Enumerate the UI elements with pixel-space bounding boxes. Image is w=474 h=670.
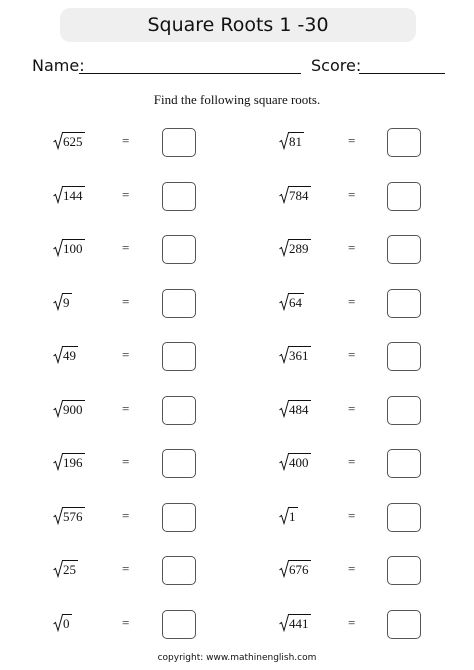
square-root-expression <box>53 293 72 311</box>
answer-box[interactable] <box>162 396 196 425</box>
answer-box[interactable] <box>162 128 196 157</box>
problem-row <box>279 503 429 531</box>
answer-box[interactable] <box>162 342 196 371</box>
equals-sign: = <box>122 293 130 309</box>
problem-row <box>279 182 429 210</box>
square-root-expression <box>279 293 304 311</box>
equals-sign: = <box>348 400 356 416</box>
problem-row <box>53 556 203 584</box>
name-score-row <box>32 56 446 78</box>
problem-row <box>279 610 429 638</box>
radicand: 196 <box>63 455 83 470</box>
problem-row <box>53 610 203 638</box>
answer-box[interactable] <box>387 449 421 478</box>
square-root-expression <box>279 614 311 632</box>
square-root-expression <box>53 400 85 418</box>
answer-box[interactable] <box>162 556 196 585</box>
radicand: 289 <box>289 241 309 256</box>
equals-sign: = <box>348 133 356 148</box>
square-root-expression <box>53 346 78 364</box>
problem-row <box>279 396 429 424</box>
equals-sign: = <box>348 347 356 362</box>
square-root-expression <box>53 132 85 150</box>
equals-sign: = <box>122 400 130 416</box>
answer-box[interactable] <box>387 610 421 639</box>
equals-sign: = <box>122 347 130 362</box>
equals-sign: = <box>122 614 130 630</box>
answer-box[interactable] <box>162 182 196 211</box>
answer-box[interactable] <box>387 556 421 585</box>
square-root-expression <box>53 186 85 204</box>
radicand: 361 <box>289 348 309 363</box>
equals-sign: = <box>122 240 130 255</box>
radicand: 900 <box>63 401 83 417</box>
equals-sign: = <box>122 133 130 148</box>
score-input-line[interactable] <box>359 73 445 74</box>
radicand: 400 <box>289 455 309 470</box>
copyright-footer: copyright: www.mathinenglish.com <box>157 653 317 663</box>
problem-row <box>279 556 429 584</box>
square-root-expression <box>53 239 85 257</box>
problem-row <box>279 128 429 156</box>
worksheet-title: Square Roots 1 -30 <box>147 14 329 36</box>
square-root-expression <box>279 453 311 471</box>
radicand: 0 <box>63 615 70 631</box>
problem-row <box>53 128 203 156</box>
equals-sign: = <box>122 454 130 469</box>
square-root-expression <box>53 507 85 525</box>
radicand: 49 <box>63 348 76 363</box>
problem-row <box>279 342 429 370</box>
square-root-expression <box>279 507 298 525</box>
name-label: Name: <box>32 56 85 75</box>
square-root-expression <box>279 346 311 364</box>
answer-box[interactable] <box>387 342 421 371</box>
square-root-expression <box>279 239 311 257</box>
answer-box[interactable] <box>387 396 421 425</box>
answer-box[interactable] <box>387 182 421 211</box>
radicand: 625 <box>63 134 83 149</box>
equals-sign: = <box>348 454 356 469</box>
radicand: 25 <box>63 562 76 577</box>
score-label: Score: <box>311 56 362 75</box>
equals-sign: = <box>122 507 130 523</box>
radicand: 784 <box>289 187 309 203</box>
name-input-line[interactable] <box>79 73 301 74</box>
answer-box[interactable] <box>162 289 196 318</box>
answer-box[interactable] <box>387 235 421 264</box>
equals-sign: = <box>348 293 356 309</box>
radicand: 441 <box>289 615 309 631</box>
equals-sign: = <box>348 240 356 255</box>
radicand: 484 <box>289 401 309 417</box>
problem-row <box>53 182 203 210</box>
answer-box[interactable] <box>387 503 421 532</box>
square-root-expression <box>279 400 311 418</box>
square-root-expression <box>53 614 72 632</box>
square-root-expression <box>279 132 304 150</box>
equals-sign: = <box>348 186 356 202</box>
answer-box[interactable] <box>162 503 196 532</box>
problem-row <box>53 503 203 531</box>
radicand: 576 <box>63 508 83 524</box>
answer-box[interactable] <box>162 449 196 478</box>
square-root-expression <box>53 560 78 578</box>
problem-row <box>53 235 203 263</box>
radicand: 81 <box>289 134 302 149</box>
answer-box[interactable] <box>162 235 196 264</box>
radicand: 144 <box>63 187 83 203</box>
square-root-expression <box>279 186 311 204</box>
title-banner <box>60 8 416 42</box>
problem-row <box>53 342 203 370</box>
equals-sign: = <box>348 561 356 576</box>
radicand: 9 <box>63 294 70 310</box>
radicand: 1 <box>289 508 296 524</box>
radicand: 676 <box>289 562 309 577</box>
problem-row <box>53 289 203 317</box>
radicand: 64 <box>289 294 302 310</box>
equals-sign: = <box>348 614 356 630</box>
problem-row <box>53 449 203 477</box>
square-root-expression <box>279 560 311 578</box>
problem-row <box>279 449 429 477</box>
radicand: 100 <box>63 241 83 256</box>
answer-box[interactable] <box>387 128 421 157</box>
answer-box[interactable] <box>162 610 196 639</box>
equals-sign: = <box>122 186 130 202</box>
instruction-text: Find the following square roots. <box>153 92 321 107</box>
problem-row <box>279 289 429 317</box>
answer-box[interactable] <box>387 289 421 318</box>
equals-sign: = <box>348 507 356 523</box>
problem-row <box>279 235 429 263</box>
square-root-expression <box>53 453 85 471</box>
problem-row <box>53 396 203 424</box>
equals-sign: = <box>122 561 130 576</box>
